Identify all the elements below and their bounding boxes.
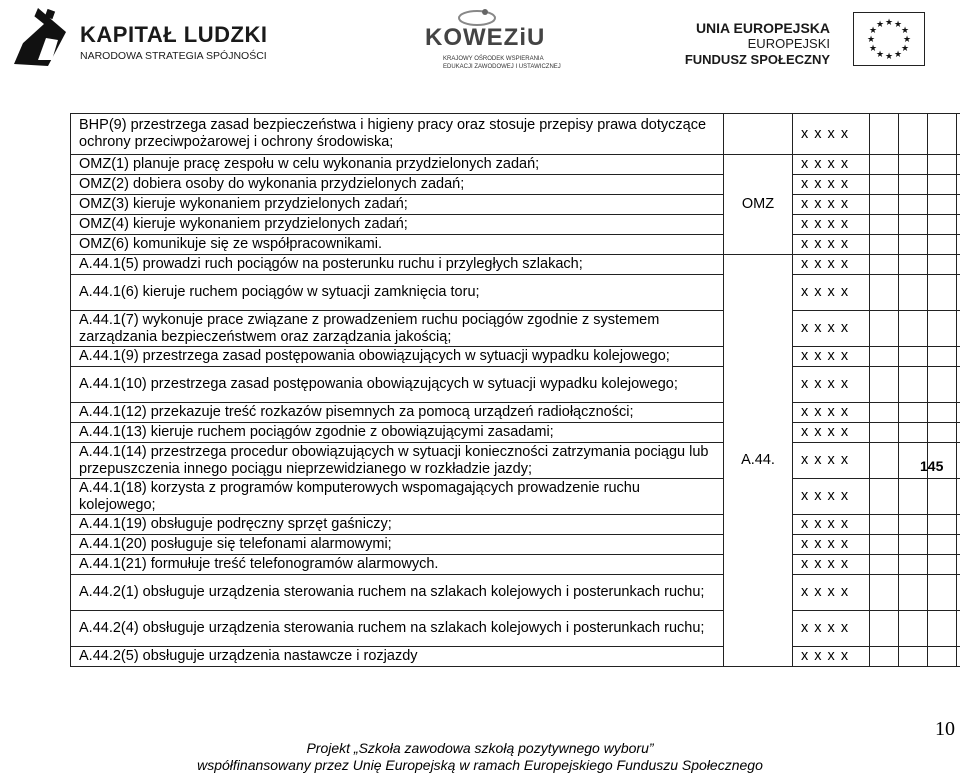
empty-cell	[928, 255, 957, 275]
learning-outcome-text: A.44.1(9) przestrzega zasad postępowania obowiązujących w sytuacji wypadku kolejowego;	[71, 347, 724, 367]
page-header	[0, 0, 960, 100]
table-row	[71, 515, 960, 535]
empty-cell	[870, 647, 899, 667]
learning-outcome-text: A.44.1(7) wykonuje prace związane z prowadzeniem ruchu pociągów zgodnie z systemem zarządzania bezpieczeństwem oraz zarządzania jakością;	[71, 311, 724, 347]
empty-cell	[870, 155, 899, 175]
empty-cell	[957, 195, 960, 215]
learning-outcome-text: A.44.1(20) posługuje się telefonami alarmowymi;	[71, 535, 724, 555]
empty-cell	[899, 175, 928, 195]
empty-cell	[928, 195, 957, 215]
table-row	[71, 235, 960, 255]
semester-marks: x x x x	[793, 275, 870, 311]
module-a44-cell: A.44.	[724, 255, 793, 667]
empty-cell	[870, 403, 899, 423]
empty-cell	[899, 275, 928, 311]
empty-cell	[957, 311, 960, 347]
empty-cell	[899, 479, 928, 515]
empty-cell	[928, 575, 957, 611]
empty-cell	[957, 647, 960, 667]
empty-cell	[899, 311, 928, 347]
curriculum-table	[70, 113, 960, 667]
semester-marks: x x x x	[793, 515, 870, 535]
learning-outcome-text: OMZ(3) kieruje wykonaniem przydzielonych zadań;	[71, 195, 724, 215]
semester-marks: x x x x	[793, 195, 870, 215]
svg-text:★: ★	[875, 50, 885, 60]
learning-outcome-text: A.44.2(4) obsługuje urządzenia sterowania ruchem na szlakach kolejowych i posterunkach ruchu;	[71, 611, 724, 647]
table-row	[71, 114, 960, 155]
table-row	[71, 311, 960, 347]
empty-cell	[957, 423, 960, 443]
learning-outcome-text: A.44.1(12) przekazuje treść rozkazów pisemnych za pomocą urządzeń radiołączności;	[71, 403, 724, 423]
table-row	[71, 215, 960, 235]
semester-marks: x x x x	[793, 367, 870, 403]
eu-line-1: UNIA EUROPEJSKA	[695, 20, 830, 36]
empty-cell	[957, 114, 960, 155]
table-row	[71, 255, 960, 275]
empty-cell	[928, 275, 957, 311]
empty-cell	[957, 575, 960, 611]
empty-cell	[870, 275, 899, 311]
table-row	[71, 575, 960, 611]
learning-outcome-text: A.44.2(1) obsługuje urządzenia sterowania ruchem na szlakach kolejowych i posterunkach ruchu;	[71, 575, 724, 611]
semester-marks: x x x x	[793, 235, 870, 255]
svg-text:★: ★	[893, 50, 903, 60]
learning-outcome-text: A.44.1(13) kieruje ruchem pociągów zgodnie z obowiązującymi zasadami;	[71, 423, 724, 443]
learning-outcome-text: A.44.1(10) przestrzega zasad postępowania obowiązujących w sytuacji wypadku kolejowego;	[71, 367, 724, 403]
eu-flag-icon	[853, 12, 925, 66]
empty-cell	[899, 114, 928, 155]
empty-cell	[928, 215, 957, 235]
module-omz-cell: OMZ	[724, 155, 793, 255]
table-row	[71, 423, 960, 443]
empty-cell	[870, 255, 899, 275]
table-row	[71, 175, 960, 195]
koweziu-subtitle-2: EDUKACJI ZAWODOWEJ I USTAWICZNEJ	[443, 64, 561, 70]
learning-outcome-text: A.44.1(14) przestrzega procedur obowiązujących w sytuacji konieczności zatrzymania pociągu lub przepuszczenia innego pociągu nieprzewidzianego w rozkładzie jazdy;	[71, 443, 724, 479]
semester-marks: x x x x	[793, 423, 870, 443]
empty-cell	[899, 403, 928, 423]
table-row	[71, 195, 960, 215]
learning-outcome-text: OMZ(2) dobiera osoby do wykonania przydzielonych zadań;	[71, 175, 724, 195]
svg-text:★: ★	[902, 35, 912, 45]
hours-total: 145	[920, 458, 944, 474]
table-row	[71, 347, 960, 367]
empty-cell	[957, 403, 960, 423]
empty-cell	[957, 367, 960, 403]
empty-cell	[899, 515, 928, 535]
empty-cell	[928, 479, 957, 515]
semester-marks: x x x x	[793, 535, 870, 555]
empty-cell	[870, 235, 899, 255]
empty-cell	[899, 195, 928, 215]
table-row	[71, 443, 960, 479]
svg-text:★: ★	[884, 18, 894, 28]
semester-marks: x x x x	[793, 555, 870, 575]
semester-marks: x x x x	[793, 155, 870, 175]
empty-cell	[870, 423, 899, 443]
table-row	[71, 479, 960, 515]
empty-cell	[957, 611, 960, 647]
semester-marks: x x x x	[793, 311, 870, 347]
empty-cell	[899, 575, 928, 611]
eu-logo	[684, 8, 930, 70]
kapital-ludzki-logo	[8, 4, 268, 74]
kapital-ludzki-subtitle: NARODOWA STRATEGIA SPÓJNOŚCI	[80, 50, 267, 62]
empty-cell	[899, 255, 928, 275]
empty-cell	[899, 155, 928, 175]
svg-text:★: ★	[900, 26, 910, 36]
semester-marks: x x x x	[793, 175, 870, 195]
learning-outcome-text: A.44.1(21) formułuje treść telefonogramów alarmowych.	[71, 555, 724, 575]
empty-cell	[870, 215, 899, 235]
koweziu-subtitle-1: KRAJOWY OŚRODEK WSPIERANIA	[443, 56, 544, 62]
empty-cell	[928, 647, 957, 667]
empty-cell	[957, 535, 960, 555]
empty-cell	[928, 347, 957, 367]
empty-cell	[870, 195, 899, 215]
empty-cell	[928, 155, 957, 175]
empty-cell	[928, 423, 957, 443]
empty-cell	[928, 535, 957, 555]
empty-cell	[870, 367, 899, 403]
eu-line-3: FUNDUSZ SPOŁECZNY	[684, 52, 830, 67]
svg-text:★: ★	[868, 26, 878, 36]
learning-outcome-text: OMZ(6) komunikuje się ze współpracownikami.	[71, 235, 724, 255]
semester-marks: x x x x	[793, 443, 870, 479]
empty-cell	[928, 611, 957, 647]
empty-cell	[870, 175, 899, 195]
empty-cell	[957, 275, 960, 311]
empty-cell	[928, 114, 957, 155]
learning-outcome-text: A.44.1(18) korzysta z programów komputerowych wspomagających prowadzenie ruchu kolejowego;	[71, 479, 724, 515]
semester-marks: x x x x	[793, 347, 870, 367]
empty-cell	[870, 535, 899, 555]
table-row	[71, 611, 960, 647]
empty-cell	[928, 311, 957, 347]
empty-cell	[870, 347, 899, 367]
table-row	[71, 555, 960, 575]
semester-marks: x x x x	[793, 575, 870, 611]
empty-cell	[899, 347, 928, 367]
empty-cell	[870, 611, 899, 647]
empty-cell	[870, 443, 899, 479]
empty-cell	[957, 215, 960, 235]
empty-cell	[957, 443, 960, 479]
semester-marks: x x x x	[793, 215, 870, 235]
footer-line-1: Projekt „Szkoła zawodowa szkołą pozytywnego wyboru”	[306, 740, 654, 756]
empty-cell	[899, 611, 928, 647]
learning-outcome-text: BHP(9) przestrzega zasad bezpieczeństwa i higieny pracy oraz stosuje przepisy prawa dotyczące ochrony przeciwpożarowej i ochrony środowiska;	[71, 114, 724, 155]
empty-cell	[870, 479, 899, 515]
svg-text:★: ★	[884, 52, 894, 62]
page-number: 10	[935, 718, 955, 740]
empty-cell	[899, 535, 928, 555]
empty-cell	[928, 367, 957, 403]
empty-cell	[870, 114, 899, 155]
empty-cell	[957, 515, 960, 535]
learning-outcome-text: A.44.2(5) obsługuje urządzenia nastawcze i rozjazdy	[71, 647, 724, 667]
empty-cell	[928, 515, 957, 535]
table-row	[71, 535, 960, 555]
svg-text:★: ★	[900, 44, 910, 54]
eu-line-2: EUROPEJSKI	[747, 36, 830, 51]
empty-cell	[870, 555, 899, 575]
empty-cell	[957, 347, 960, 367]
empty-cell	[957, 235, 960, 255]
learning-outcome-text: A.44.1(19) obsługuje podręczny sprzęt gaśniczy;	[71, 515, 724, 535]
empty-cell	[899, 647, 928, 667]
module-empty-cell	[724, 114, 793, 155]
empty-cell	[899, 367, 928, 403]
semester-marks: x x x x	[793, 479, 870, 515]
empty-cell	[957, 479, 960, 515]
empty-cell	[928, 175, 957, 195]
koweziu-title: KOWEZiU	[425, 24, 546, 51]
empty-cell	[928, 403, 957, 423]
semester-marks: x x x x	[793, 403, 870, 423]
empty-cell	[899, 215, 928, 235]
empty-cell	[870, 515, 899, 535]
empty-cell	[899, 235, 928, 255]
kapital-ludzki-title: KAPITAŁ LUDZKI	[80, 22, 268, 47]
empty-cell	[870, 311, 899, 347]
empty-cell	[899, 555, 928, 575]
svg-text:★: ★	[866, 35, 876, 45]
semester-marks: x x x x	[793, 647, 870, 667]
empty-cell	[870, 575, 899, 611]
table-row	[71, 403, 960, 423]
semester-marks: x x x x	[793, 255, 870, 275]
learning-outcome-text: OMZ(4) kieruje wykonaniem przydzielonych zadań;	[71, 215, 724, 235]
empty-cell	[957, 255, 960, 275]
koweziu-logo	[425, 6, 560, 72]
table-row	[71, 367, 960, 403]
svg-text:★: ★	[875, 20, 885, 30]
semester-marks: x x x x	[793, 114, 870, 155]
empty-cell	[928, 555, 957, 575]
svg-text:★: ★	[893, 20, 903, 30]
learning-outcome-text: OMZ(1) planuje pracę zespołu w celu wykonania przydzielonych zadań;	[71, 155, 724, 175]
empty-cell	[957, 175, 960, 195]
empty-cell	[957, 555, 960, 575]
empty-cell	[928, 235, 957, 255]
table-row	[71, 155, 960, 175]
table-row	[71, 647, 960, 667]
empty-cell	[899, 423, 928, 443]
empty-cell	[957, 155, 960, 175]
koweziu-swirl-icon	[425, 6, 560, 26]
footer-line-2: współfinansowany przez Unię Europejską w ramach Europejskiego Funduszu Społecznego	[197, 757, 763, 773]
table-row	[71, 275, 960, 311]
svg-text:★: ★	[868, 44, 878, 54]
kapital-ludzki-emblem-icon	[8, 4, 68, 70]
learning-outcome-text: A.44.1(5) prowadzi ruch pociągów na posterunku ruchu i przyległych szlakach;	[71, 255, 724, 275]
semester-marks: x x x x	[793, 611, 870, 647]
learning-outcome-text: A.44.1(6) kieruje ruchem pociągów w sytuacji zamknięcia toru;	[71, 275, 724, 311]
